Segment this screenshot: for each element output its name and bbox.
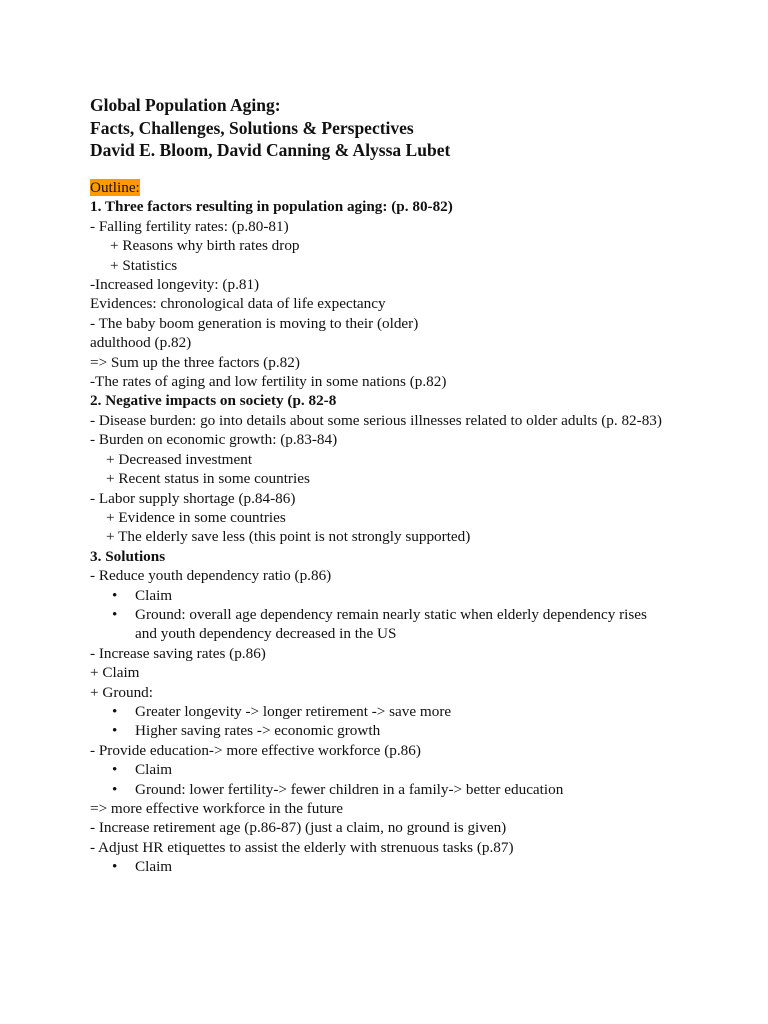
outline-item: - Disease burden: go into details about some serious illnesses related to older adults (p. 82-83) xyxy=(90,411,662,429)
outline-item: -Increased longevity: (p.81) xyxy=(90,276,260,294)
outline-label: Outline: xyxy=(90,179,140,196)
outline-item: - Provide education-> more effective workforce (p.86) xyxy=(90,741,421,759)
bullet-item: • Claim xyxy=(90,760,670,779)
section-heading: 1. Three factors resulting in population aging: (p. 80-82) xyxy=(90,198,453,216)
section-heading: 3. Solutions xyxy=(90,547,166,565)
outline-item: -The rates of aging and low fertility in some nations (p.82) xyxy=(90,373,447,391)
section-heading: 2. Negative impacts on society (p. 82-8 xyxy=(90,392,337,410)
bullet-item: • Claim xyxy=(90,586,670,605)
outline-item: - Reduce youth dependency ratio (p.86) xyxy=(90,567,332,585)
outline-item: - Falling fertility rates: (p.80-81) xyxy=(90,217,289,235)
outline-item: + Ground: xyxy=(90,683,153,701)
outline-subitem: + The elderly save less (this point is not strongly supported) xyxy=(106,528,471,546)
outline-item: + Claim xyxy=(90,664,140,682)
outline-subitem: + Statistics xyxy=(110,256,178,274)
outline-item: Evidences: chronological data of life expectancy xyxy=(90,295,386,313)
outline-item: => more effective workforce in the future xyxy=(90,800,343,817)
outline-item: - The baby boom generation is moving to their (older) xyxy=(90,314,419,332)
outline-item: - Adjust HR etiquettes to assist the elderly with strenuous tasks (p.87) xyxy=(90,838,514,856)
outline-item: - Increase saving rates (p.86) xyxy=(90,644,266,662)
outline-item: - Burden on economic growth: (p.83-84) xyxy=(90,431,338,449)
bullet-item: • Ground: lower fertility-> fewer children in a family-> better education xyxy=(90,780,670,799)
bullet-item: • Ground: overall age dependency remain nearly static when elderly dependency rises and youth dependency decreased in the US xyxy=(90,605,670,644)
outline-body xyxy=(90,178,670,877)
outline-subitem: + Recent status in some countries xyxy=(106,470,310,488)
title-line: David E. Bloom, David Canning & Alyssa Lubet xyxy=(90,140,451,160)
bullet-item: • Higher saving rates -> economic growth xyxy=(90,721,670,740)
title-line: Global Population Aging: xyxy=(90,95,281,115)
outline-subitem: + Evidence in some countries xyxy=(106,508,286,526)
outline-item: - Increase retirement age (p.86-87) (just a claim, no ground is given) xyxy=(90,819,507,837)
outline-item: - Labor supply shortage (p.84-86) xyxy=(90,489,296,507)
outline-item: adulthood (p.82) xyxy=(90,334,192,352)
title-line: Facts, Challenges, Solutions & Perspectives xyxy=(90,117,414,138)
bullet-item: • Greater longevity -> longer retirement -> save more xyxy=(90,702,670,721)
document-title xyxy=(90,94,450,162)
bullet-item: • Claim xyxy=(90,857,670,876)
outline-subitem: + Reasons why birth rates drop xyxy=(110,237,300,255)
outline-item: => Sum up the three factors (p.82) xyxy=(90,353,300,371)
outline-subitem: + Decreased investment xyxy=(106,450,253,468)
